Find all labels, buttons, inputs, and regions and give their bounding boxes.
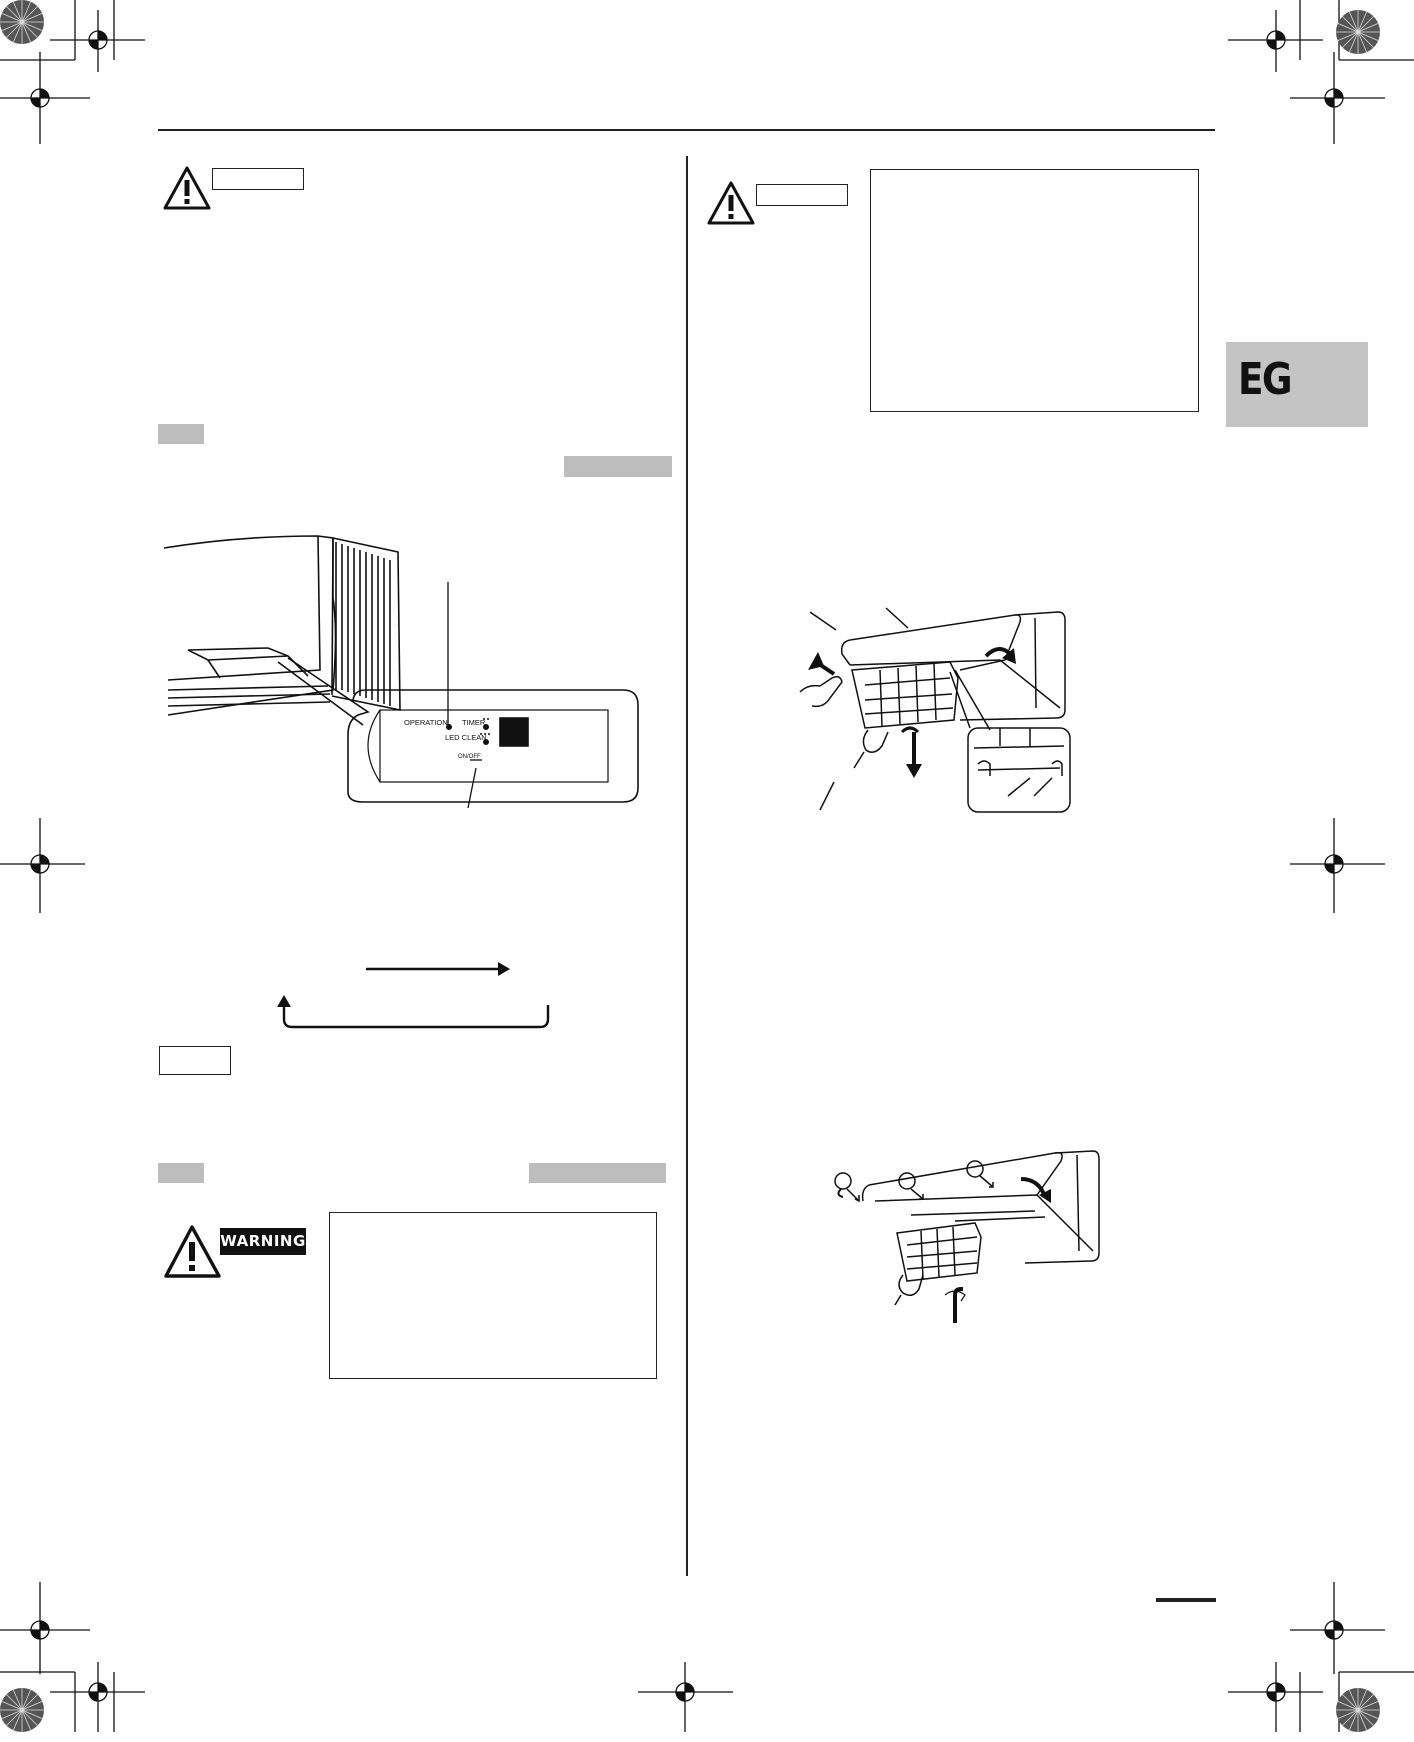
header-rule [158, 129, 1215, 131]
language-tab [1226, 342, 1368, 427]
cycle-arrows-diagram [270, 955, 570, 1035]
caution-text-box [870, 169, 1199, 412]
crosshair-icon [50, 1642, 150, 1742]
section-tab-marker-2 [158, 1163, 204, 1183]
starburst-icon [0, 1680, 60, 1740]
crosshair-icon [0, 52, 100, 152]
onoff-button-label: ON/OFF [458, 754, 481, 760]
warning-badge: WARNING [220, 1228, 306, 1255]
starburst-icon [0, 0, 60, 60]
crosshair-icon [1290, 818, 1390, 918]
crosshair-icon [1228, 1642, 1328, 1742]
crosshair-icon [0, 818, 100, 918]
language-tab-label: EG [1238, 354, 1291, 405]
warning-triangle-icon [163, 1224, 223, 1280]
filter-removal-illustration [790, 600, 1090, 820]
column-divider [686, 156, 688, 1576]
filter-install-illustration [825, 1145, 1125, 1325]
starburst-icon [1328, 10, 1388, 70]
caution-label-box [212, 168, 304, 190]
warning-triangle-icon [706, 180, 756, 226]
section-heading-bar-2 [529, 1163, 666, 1183]
note-label-box [159, 1046, 231, 1075]
led-clean-indicator-label: LED CLEAN [445, 733, 487, 742]
page-number-bar [1156, 1598, 1216, 1602]
section-tab-marker [158, 424, 204, 444]
indoor-unit-panel-illustration [158, 530, 658, 810]
warning-triangle-icon [162, 165, 212, 211]
caution-label-box-2 [756, 184, 848, 206]
timer-indicator-label: TIMER [462, 718, 486, 727]
crosshair-icon [638, 1642, 738, 1742]
starburst-icon [1328, 1680, 1388, 1740]
section-heading-bar [564, 456, 672, 477]
warning-text-box [329, 1212, 657, 1379]
operation-indicator-label: OPERATION [404, 718, 448, 727]
